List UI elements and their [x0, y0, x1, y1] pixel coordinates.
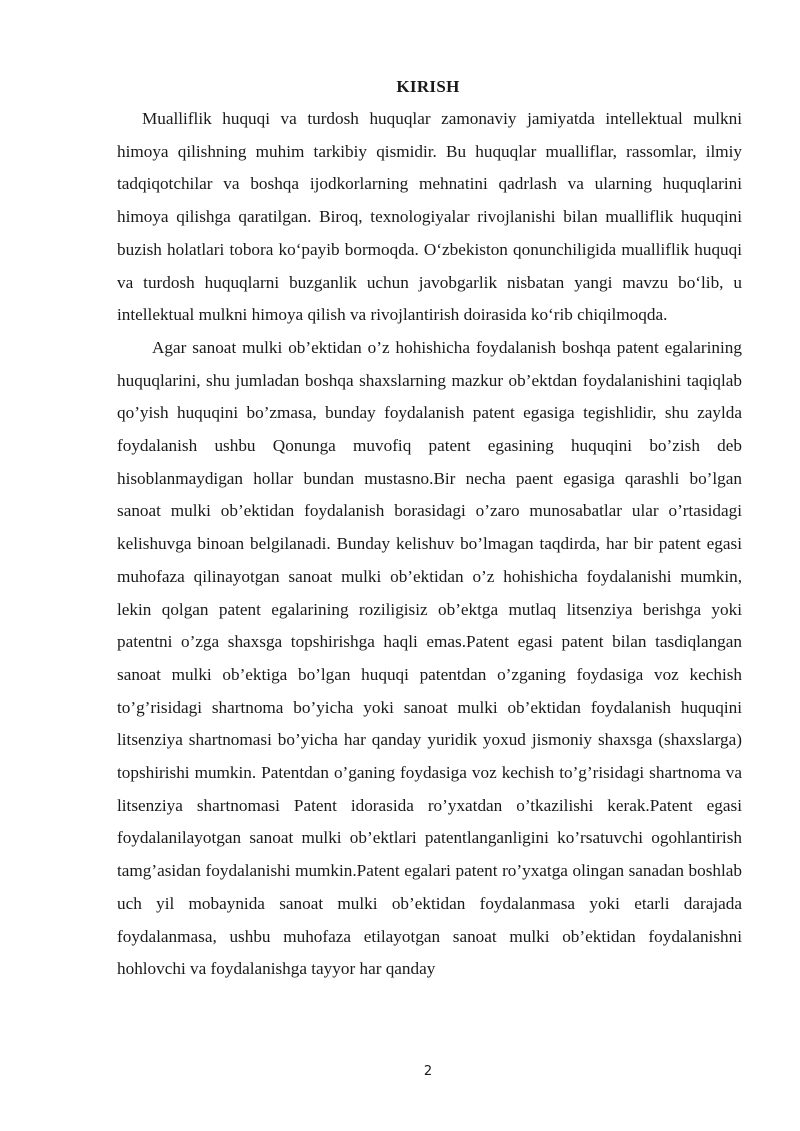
page-title: KIRISH — [396, 77, 460, 96]
page-number: 2 — [423, 1064, 433, 1079]
paragraph-patent: Agar sanoat mulki ob’ektidan o’z hohishicha foydalanish boshqa patent egalarining huquqlarini, shu jumladan boshqa shaxslarning mazkur ob’ektdan foydalanishini taqiqlab qo’yish huquqini bo’zmasa, bunday foydalanish patent egasiga tegishlidir, shu zaylda foydalanish ushbu Qonunga muvofiq patent egasining huquqini bo’zish deb hisoblanmaydigan hollar bundan mustasno.Bir necha paent egasiga qarashli bo’lgan sanoat mulki ob’ektidan foydalanish borasidagi o’zaro munosabatlar ular o’rtasidagi kelishuvga binoan belgilanadi. Bunday kelishuv bo’lmagan taqdirda, har bir patent egasi muhofaza qilinayotgan sanoat mulki ob’ektidan o’z hohishicha foydalanishi mumkin, lekin qolgan patent egalarining roziligisiz ob’ektga mutlaq litsenziya berishga yoki patentni o’zga shaxsga topshirishga haqli emas.Patent egasi patent bilan tasdiqlangan sanoat mulki ob’ektiga bo’lgan huquqi patentdan o’zganing foydasiga voz kechish to’g’risidagi shartnoma bo’yicha yoki sanoat mulki ob’ektidan foydalanish huquqini litsenziya shartnomasi bo’yicha har qanday yuridik yoxud jismoniy shaxsga (shaxslarga) topshirishi mumkin. Patentdan o’ganing foydasiga voz kechish to’g’risidagi shartnoma va litsenziya shartnomasi Patent idorasida ro’yxatdan o’tkazilishi kerak.Patent egasi foydalanilayotgan sanoat mulki ob’ektlari patentlanganligini ko’rsatuvchi ogohlantirish tamg’asidan foydalanishi mumkin.Patent egalari patent ro’yxatga olingan sanadan boshlab uch yil mobaynida sanoat mulki ob’ektidan foydalanmasa yoki etarli darajada foydalanmasa, ushbu muhofaza etilayotgan sanoat mulki ob’ektidan foydalanishni hohlovchi va foydalanishga tayyor har qanday — [117, 337, 742, 979]
paragraph-intro: Mualliflik huquqi va turdosh huquqlar zamonaviy jamiyatda intellektual mulkni himoya qilishning muhim tarkibiy qismidir. Bu huquqlar mualliflar, rassomlar, ilmiy tadqiqotchilar va boshqa ijodkorlarning mehnatini qadrlash va ularning huquqlarini himoya qilishga qaratilgan. Biroq, texnologiyalar rivojlanishi bilan mualliflik huquqini buzish holatlari tobora ko‘payib bormoqda. O‘zbekiston qonunchiligida mualliflik huquqi va turdosh huquqlarni buzganlik uchun javobgarlik nisbatan yangi mavzu bo‘lib, u intellektual mulkni himoya qilish va rivojlantirish doirasida ko‘rib chiqilmoqda. — [117, 109, 742, 325]
body-text — [117, 103, 742, 986]
